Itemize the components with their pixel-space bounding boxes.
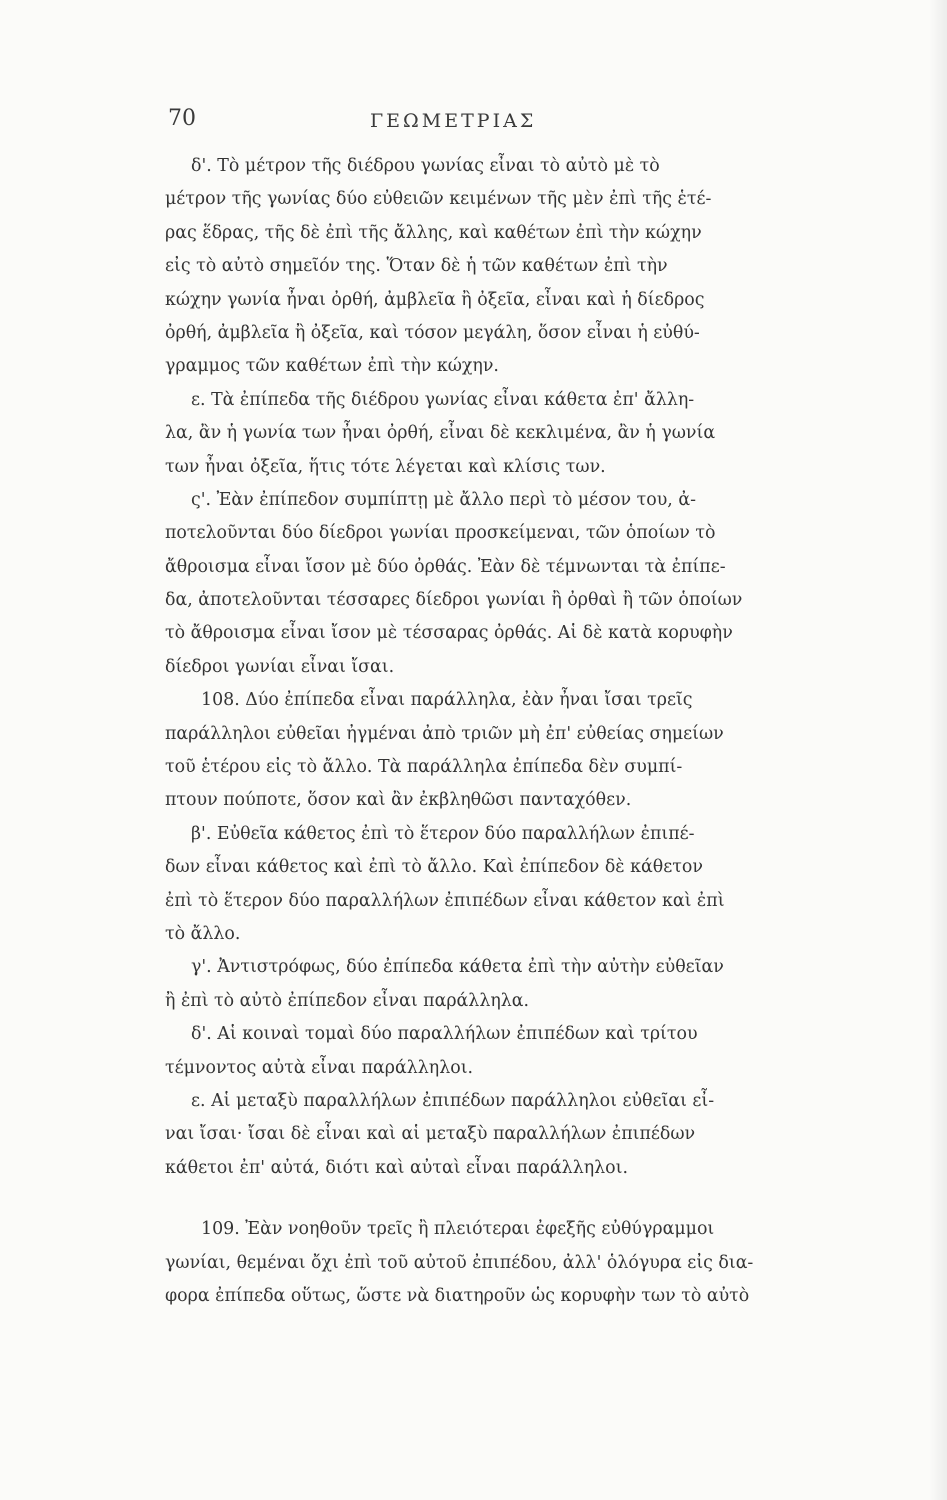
text-line: ναι ἴσαι· ἴσαι δὲ εἶναι καὶ αἱ μεταξὺ παραλλήλων ἐπιπέδων [165,1124,696,1145]
text-line: ς'. Ἐὰν ἐπίπεδον συμπίπτῃ μὲ ἄλλο περὶ τὸ μέσον του, ἀ- [191,489,696,510]
text-line: λα, ἂν ἡ γωνία των ἦναι ὀρθή, εἶναι δὲ κεκλιμένα, ἂν ἡ γωνία [165,423,716,444]
text-line: δ'. Αἱ κοιναὶ τομαὶ δύο παραλλήλων ἐπιπέδων καὶ τρίτου [191,1024,698,1045]
page-edge-shadow [929,0,947,1500]
text-line: δίεδροι γωνίαι εἶναι ἴσαι. [165,656,395,677]
text-line: ρας ἕδρας, τῆς δὲ ἐπὶ τῆς ἄλλης, καὶ καθέτων ἐπὶ τὴν κώχην [165,222,702,243]
text-line: ἐπὶ τὸ ἕτερον δύο παραλλήλων ἐπιπέδων εἶναι κάθετον καὶ ἐπὶ [165,890,725,911]
text-line: τοῦ ἑτέρου εἰς τὸ ἄλλο. Τὰ παράλληλα ἐπίπεδα δὲν συμπί- [165,757,683,778]
text-line: κώχην γωνία ἦναι ὀρθή, ἀμβλεῖα ἢ ὀξεῖα, εἶναι καὶ ἡ δίεδρος [165,289,705,310]
text-line: δ'. Τὸ μέτρον τῆς διέδρου γωνίας εἶναι τὸ αὐτὸ μὲ τὸ [191,156,660,176]
text-line: γωνίαι, θεμέναι ὄχι ἐπὶ τοῦ αὐτοῦ ἐπιπέδου, ἀλλ' ὁλόγυρα εἰς δια- [165,1252,754,1273]
text-line: τέμνοντος αὐτὰ εἶναι παράλληλοι. [165,1057,474,1078]
text-line: 109. Ἐὰν νοηθοῦν τρεῖς ἢ πλειότεραι ἐφεξῆς εὐθύγραμμοι [201,1219,715,1240]
text-line: ποτελοῦνται δύο δίεδροι γωνίαι προσκείμεναι, τῶν ὁποίων τὸ [165,523,716,544]
text-line: κάθετοι ἐπ' αὐτά, διότι καὶ αὐταὶ εἶναι παράλληλοι. [165,1157,628,1178]
text-line: ἄθροισμα εἶναι ἴσον μὲ δύο ὀρθάς. Ἐὰν δὲ τέμνωνται τὰ ἐπίπε- [165,556,726,577]
text-line: τὸ ἄλλο. [165,923,241,944]
text-line: γ'. Ἀντιστρόφως, δύο ἐπίπεδα κάθετα ἐπὶ τὴν αὐτὴν εὐθεῖαν [191,957,724,978]
text-line: ἢ ἐπὶ τὸ αὐτὸ ἐπίπεδον εἶναι παράλληλα. [165,990,530,1011]
text-line: ε. Τὰ ἐπίπεδα τῆς διέδρου γωνίας εἶναι κάθετα ἐπ' ἄλλη- [191,389,695,410]
text-line: τὸ ἄθροισμα εἶναι ἴσον μὲ τέσσαρας ὀρθάς. Αἱ δὲ κατὰ κορυφὴν [165,623,733,644]
text-line: ὀρθή, ἀμβλεῖα ἢ ὀξεῖα, καὶ τόσον μεγάλη, ὅσον εἶναι ἡ εὐθύ- [165,322,700,343]
text-line: 108. Δύο ἐπίπεδα εἶναι παράλληλα, ἐὰν ἦναι ἴσαι τρεῖς [201,690,693,711]
text-line: β'. Εὐθεῖα κάθετος ἐπὶ τὸ ἕτερον δύο παραλλήλων ἐπιπέ- [191,823,695,844]
text-line: μέτρον τῆς γωνίας δύο εὐθειῶν κειμένων τῆς μὲν ἐπὶ τῆς ἑτέ- [165,189,712,210]
text-line: δων εἶναι κάθετος καὶ ἐπὶ τὸ ἄλλο. Καὶ ἐπίπεδον δὲ κάθετον [165,857,703,878]
text-line: παράλληλοι εὐθεῖαι ἠγμέναι ἀπὸ τριῶν μὴ ἐπ' εὐθείας σημείων [165,723,724,744]
text-line: φορα ἐπίπεδα οὕτως, ὥστε νὰ διατηροῦν ὡς κορυφὴν των τὸ αὐτὸ [165,1285,750,1306]
running-head: ΓΕΩΜΕΤΡΙΑΣ [370,110,537,132]
text-line: των ἦναι ὀξεῖα, ἥτις τότε λέγεται καὶ κλίσις των. [165,456,606,477]
text-line: πτουν πούποτε, ὅσον καὶ ἂν ἐκβληθῶσι πανταχόθεν. [165,790,632,811]
text-line: εἰς τὸ αὐτὸ σημεῖόν της. Ὅταν δὲ ἡ τῶν καθέτων ἐπὶ τὴν [165,256,668,277]
paragraph-gap [165,1185,855,1213]
body-text [165,150,855,1313]
text-line: ε. Αἱ μεταξὺ παραλλήλων ἐπιπέδων παράλληλοι εὐθεῖαι εἶ- [191,1090,715,1111]
page-header [0,104,947,144]
text-line: γραμμος τῶν καθέτων ἐπὶ τὴν κώχην. [165,356,499,377]
text-line: δα, ἀποτελοῦνται τέσσαρες δίεδροι γωνίαι ἢ ὀρθαὶ ἢ τῶν ὁποίων [165,590,743,611]
page-number: 70 [168,106,196,131]
